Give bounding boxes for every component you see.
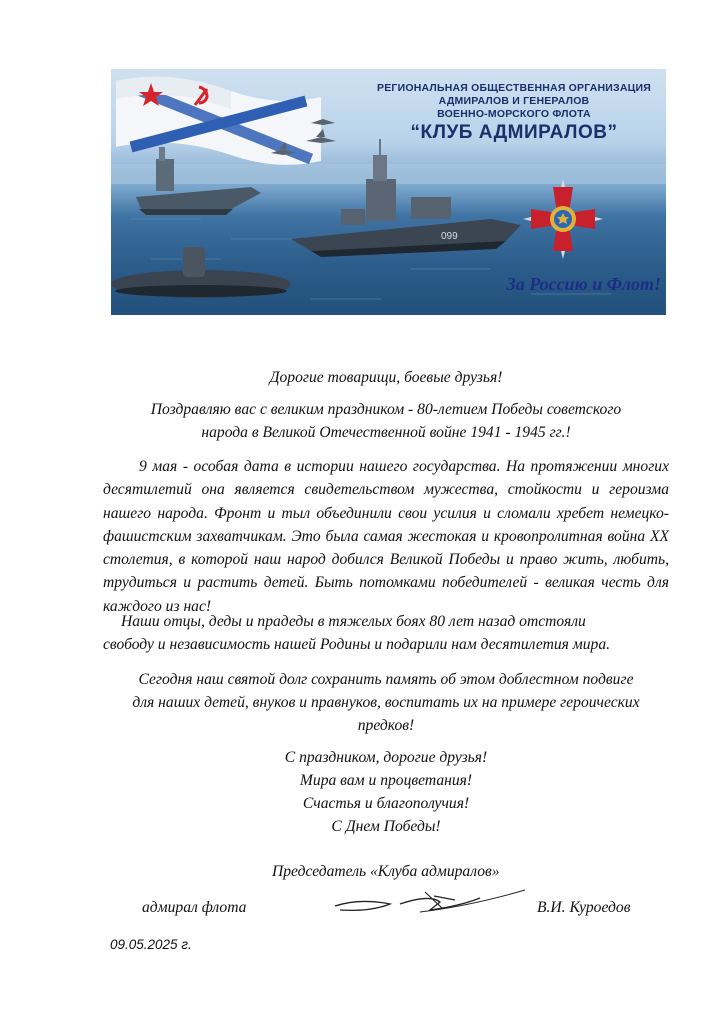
club-name: “КЛУБ АДМИРАЛОВ” (410, 122, 618, 143)
duty-line: предков! (357, 717, 415, 734)
body-line: Наши отцы, деды и прадеды в тяжелых боях 80 лет назад отстояли (121, 613, 586, 630)
handwritten-signature (330, 884, 530, 920)
chair-title: Председатель «Клуба адмиралов» (272, 863, 500, 880)
body-paragraph (103, 455, 669, 618)
submarine-icon (111, 247, 291, 298)
signer-rank: адмирал флота (142, 899, 247, 916)
hull-number: 099 (441, 231, 458, 242)
organization-name (369, 82, 659, 121)
wish-line: Мира вам и процветания! (299, 772, 473, 789)
battle-cruiser-icon (291, 139, 521, 257)
wish-line: Счастья и благополучия! (302, 795, 470, 812)
org-line: ВОЕННО-МОРСКОГО ФЛОТА (437, 108, 591, 120)
duty-line: для наших детей, внуков и правнуков, воспитать их на примере героических (132, 694, 640, 711)
motto: За Россию и Флот! (506, 274, 661, 294)
duty-line: Сегодня наш святой долг сохранить память об этом доблестном подвиге (138, 671, 634, 688)
greeting: Дорогие товарищи, боевые друзья! (269, 369, 503, 386)
body-line: свободу и независимость нашей Родины и подарили нам десятилетия мира. (103, 636, 611, 654)
congrats-line: Поздравляю вас с великим праздником - 80-летием Победы советского (150, 401, 622, 418)
signer-name: В.И. Куроедов (537, 899, 631, 916)
order-emblem-icon (523, 179, 603, 259)
org-line: АДМИРАЛОВ И ГЕНЕРАЛОВ (438, 95, 590, 107)
body-paragraph-text: 9 мая - особая дата в истории нашего государства. На протяжении многих десятилетий она является свидетельством мужества, стойкости и героизма нашего народа. Фронт и тыл объединили свои усилия и сломали хребет немецко-фашистским захватчикам. Это была самая жестокая и кровопролитная война XX столетия, в которой наш народ добился Великой Победы и право жить, любить, трудиться и растить детей. Быть потомками победителей - великая честь для каждого из нас! (103, 458, 669, 615)
body-paragraph-2 (103, 610, 669, 657)
wish-line: С Днем Победы! (331, 818, 441, 835)
congrats-line: народа в Великой Отечественной войне 1941 - 1945 гг.! (201, 424, 571, 441)
org-line: РЕГИОНАЛЬНАЯ ОБЩЕСТВЕННАЯ ОРГАНИЗАЦИЯ (377, 82, 651, 94)
wish-line: С праздником, дорогие друзья! (284, 749, 488, 766)
header-banner (111, 69, 666, 315)
letter-date: 09.05.2025 г. (110, 937, 192, 952)
